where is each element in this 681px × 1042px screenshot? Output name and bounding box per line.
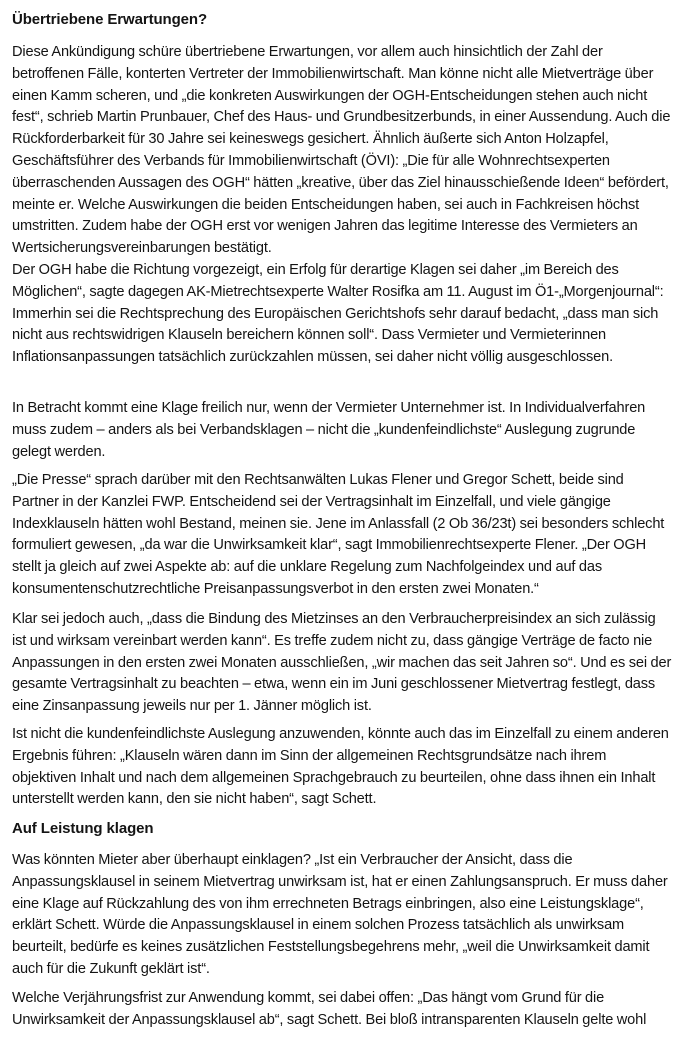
paragraph-2: Der OGH habe die Richtung vorgezeigt, ein Erfolg für derartige Klagen sei daher „im Bereich des Möglichen“, sagte dagegen AK-Mietrechtsexperte Walter Rosifka am 11. August im Ö1-„Morgenjournal“: Immerhin sei die Rechtsprechung des Europäischen Gerichtshofs sehr darauf bedacht, „dass man sich nicht aus rechtswidrigen Klauseln bereichern können soll“. Dass Vermieter und Vermieterinnen Inflationsanpassungen tatsächlich zurückzahlen müssen, sei daher nicht völlig ausgeschlossen. xyxy=(12,262,664,366)
paragraph-4: „Die Presse“ sprach darüber mit den Rechtsanwälten Lukas Flener und Gregor Schett, beide sind Partner in der Kanzlei FWP. Entscheidend sei der Vertragsinhalt im Einzelfall, und viele gängige Indexklauseln hätten wohl Bestand, meinen sie. Jene im Anlassfall (2 Ob 36/23t) sei besonders schlecht formuliert gewesen, „da war die Unwirksamkeit klar“, sagt Immobilienrechtsexperte Flener. „Der OGH stellt ja gleich auf zwei Aspekte ab: auf die unklare Regelung zum Nachfolgeindex und auf das konsumentenschutzrechtliche Preisanpassungsverbot in den ersten zwei Monaten.“ xyxy=(12,472,665,597)
article-page xyxy=(12,0,672,1042)
paragraph-1: Diese Ankündigung schüre übertriebene Erwartungen, vor allem auch hinsichtlich der Zahl der betroffenen Fälle, konterten Vertreter der Immobilienwirtschaft. Man könne nicht alle Mietverträge über einen Kamm scheren, und „die konkreten Auswirkungen der OGH-Entscheidungen stehen auch nicht fest“, schrieb Martin Prunbauer, Chef des Haus- und Grundbesitzerbunds, in einer Aussendung. Auch die Rückforderbarkeit für 30 Jahre sei keineswegs gesichert. Ähnlich äußerte sich Anton Holzapfel, Geschäftsführer des Verbands für Immobilienwirtschaft (ÖVI): „Die für alle Wohnrechtsexperten überraschenden Aussagen des OGH“ hätten „kreative, über das Ziel hinausschießende Ideen“ befördert, meinte er. Welche Auswirkungen die beiden Entscheidungen haben, sei auch in Fachkreisen höchst umstritten. Zudem habe der OGH erst vor wenigen Jahren das legitime Interesse des Vermieters an Wertsicherungsvereinbarungen bestätigt. xyxy=(12,44,671,257)
paragraph-5: Klar sei jedoch auch, „dass die Bindung des Mietzinses an den Verbraucherpreisindex an sich zulässig ist und wirksam vereinbart werden kann“. Es treffe zudem nicht zu, dass gängige Verträge de facto nie Anpassungen in den ersten zwei Monaten ausschließen, „wir machen das seit Jahren so“. Und es sei der gesamte Vertragsinhalt zu beachten – etwa, wenn ein im Juni geschlossener Mietvertrag festlegt, dass eine Zinsanpassung jeweils nur per 1. Jänner möglich ist. xyxy=(12,611,672,715)
paragraph-7: Was könnten Mieter aber überhaupt einklagen? „Ist ein Verbraucher der Ansicht, dass die Anpassungsklausel in seinem Mietvertrag unwirksam ist, hat er einen Zahlungsanspruch. Er muss daher eine Klage auf Rückzahlung des von ihm errechneten Betrags einbringen, also eine Leistungsklage“, erklärt Schett. Würde die Anpassungsklausel in einem solchen Prozess tatsächlich als unwirksam beurteilt, bedürfe es keines zusätzlichen Feststellungsbegehrens mehr, „weil die Unwirksamkeit damit auch für die Zukunft geklärt ist“. xyxy=(12,852,668,977)
paragraph-3: In Betracht kommt eine Klage freilich nur, wenn der Vermieter Unternehmer ist. In Individualverfahren muss zudem – anders als bei Verbandsklagen – nicht die „kundenfeindlichste“ Auslegung zugrunde gelegt werden. xyxy=(12,400,646,460)
section-heading-performance-claim: Auf Leistung klagen xyxy=(12,820,154,837)
section-heading-expectations: Übertriebene Erwartungen? xyxy=(12,11,208,28)
paragraph-8: Welche Verjährungsfrist zur Anwendung kommt, sei dabei offen: „Das hängt vom Grund für die Unwirksamkeit der Anpassungsklausel ab“, sagt Schett. Bei bloß intransparenten Klauseln gelte wohl xyxy=(12,990,647,1028)
paragraph-6: Ist nicht die kundenfeindlichste Auslegung anzuwenden, könnte auch das im Einzelfall zu einem anderen Ergebnis führen: „Klauseln wären dann im Sinn der allgemeinen Rechtsgrundsätze nach ihrem objektiven Inhalt und nach dem allgemeinen Sprachgebrauch zu beurteilen, ohne dass ihnen ein Inhalt unterstellt werden kann, den sie nicht haben“, sagt Schett. xyxy=(12,726,669,808)
